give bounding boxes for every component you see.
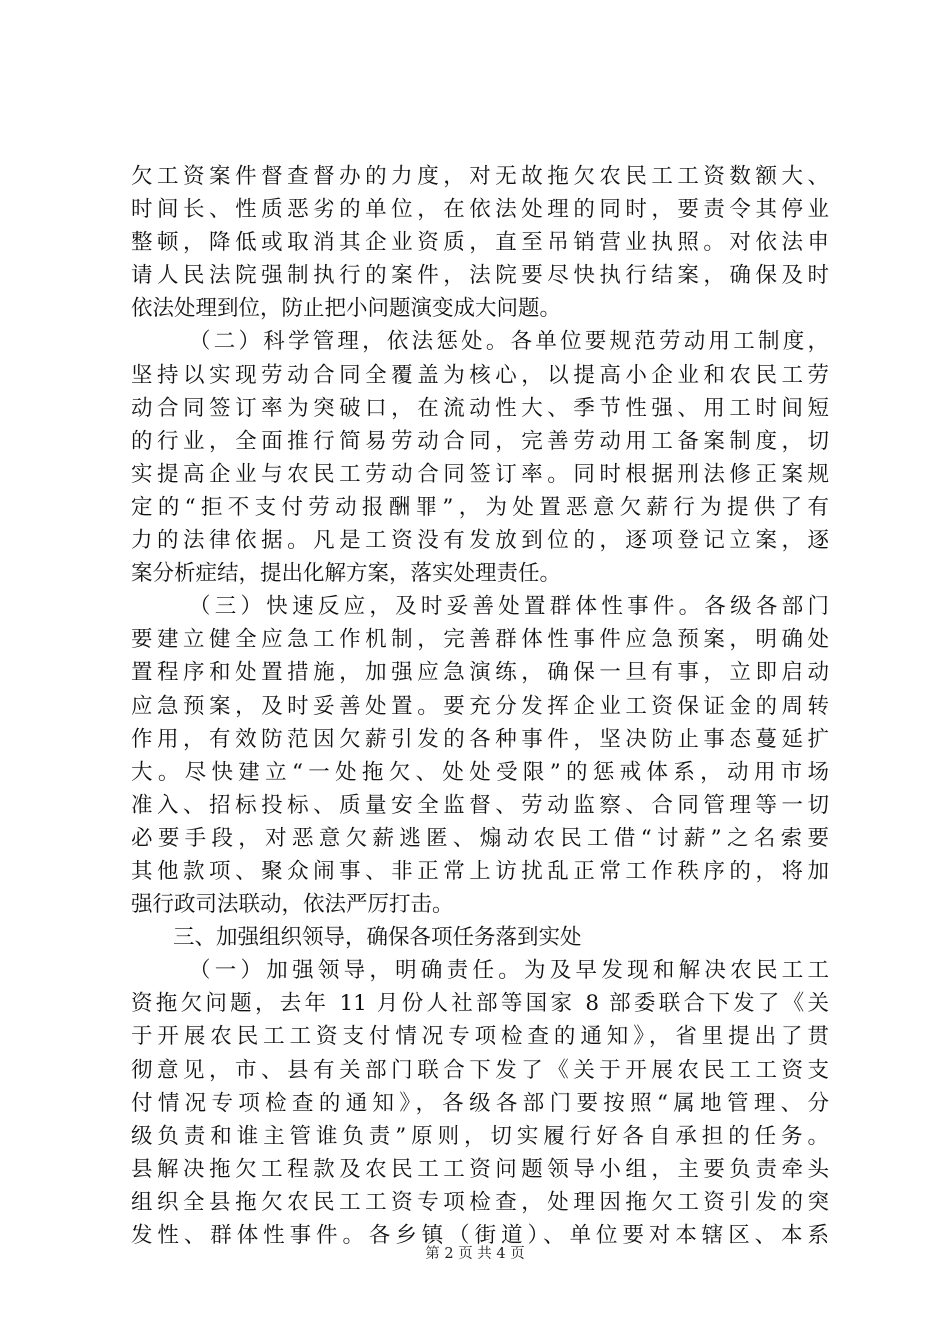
text-line: 动合同签订率为突破口，在流动性大、季节性强、用工时间短 <box>131 395 829 421</box>
text-line: 定的“拒不支付劳动报酬罪”，为处置恶意欠薪行为提供了有 <box>131 494 829 520</box>
text-line: 彻意见，市、县有关部门联合下发了《关于开展农民工工资支 <box>131 1057 829 1083</box>
text-line: 实提高企业与农民工劳动合同签订率。同时根据刑法修正案规 <box>131 461 829 487</box>
text-line: 力的法律依据。凡是工资没有发放到位的，逐项登记立案，逐 <box>131 528 829 554</box>
text-line: 级负责和谁主管谁负责”原则，切实履行好各自承担的任务。 <box>131 1123 829 1149</box>
text-line: 要建立健全应急工作机制，完善群体性事件应急预案，明确处 <box>131 627 829 653</box>
paragraph-start-line: （二）科学管理，依法惩处。各单位要规范劳动用工制度， <box>189 329 829 355</box>
document-body <box>131 160 829 1252</box>
text-line: 整顿，降低或取消其企业资质，直至吊销营业执照。对依法申 <box>131 230 829 256</box>
text-line: 应急预案，及时妥善处置。要充分发挥企业工资保证金的周转 <box>131 693 829 719</box>
paragraph-start-line: （一）加强领导，明确责任。为及早发现和解决农民工工 <box>189 958 829 984</box>
page-number-footer: 第 2 页 共 4 页 <box>425 1246 525 1262</box>
text-line: 依法处理到位，防止把小问题演变成大问题。 <box>131 296 562 322</box>
text-line: 组织全县拖欠农民工工资专项检查，处理因拖欠工资引发的突 <box>131 1189 829 1215</box>
text-line: 于开展农民工工资支付情况专项检查的通知》，省里提出了贯 <box>131 1024 829 1050</box>
text-line: 作用，有效防范因欠薪引发的各种事件，坚决防止事态蔓延扩 <box>131 726 829 752</box>
text-line: 付情况专项检查的通知》，各级各部门要按照“属地管理、分 <box>131 1090 829 1116</box>
text-line: 请人民法院强制执行的案件，法院要尽快执行结案，确保及时 <box>131 263 829 289</box>
text-line: 其他款项、聚众闹事、非正常上访扰乱正常工作秩序的，将加 <box>131 858 829 884</box>
text-line: 欠工资案件督查督办的力度，对无故拖欠农民工工资数额大、 <box>131 164 829 189</box>
text-line: 准入、招标投标、质量安全监督、劳动监察、合同管理等一切 <box>131 792 829 818</box>
paragraph-start-line: （三）快速反应，及时妥善处置群体性事件。各级各部门 <box>189 594 829 620</box>
text-line: 案分析症结，提出化解方案，落实处理责任。 <box>131 561 562 587</box>
text-line: 置程序和处置措施，加强应急演练，确保一旦有事，立即启动 <box>131 660 829 686</box>
text-line: 的行业，全面推行简易劳动合同，完善劳动用工备案制度，切 <box>131 428 829 454</box>
text-line: 坚持以实现劳动合同全覆盖为核心，以提高小企业和农民工劳 <box>131 362 829 388</box>
section-heading: 三、加强组织领导，确保各项任务落到实处 <box>173 925 582 951</box>
text-line: 必要手段，对恶意欠薪逃匿、煽动农民工借“讨薪”之名索要 <box>131 825 829 851</box>
text-line: 资拖欠问题，去年 11 月份人社部等国家 8 部委联合下发了《关 <box>131 991 829 1017</box>
text-line: 时间长、性质恶劣的单位，在依法处理的同时，要责令其停业 <box>131 197 829 223</box>
text-line: 县解决拖欠工程款及农民工工资问题领导小组，主要负责牵头 <box>131 1156 829 1182</box>
text-line: 大。尽快建立“一处拖欠、处处受限”的惩戒体系，动用市场 <box>131 759 829 785</box>
text-line: 发性、群体性事件。各乡镇（街道）、单位要对本辖区、本系 <box>131 1223 829 1248</box>
text-line: 强行政司法联动，依法严厉打击。 <box>131 892 454 918</box>
